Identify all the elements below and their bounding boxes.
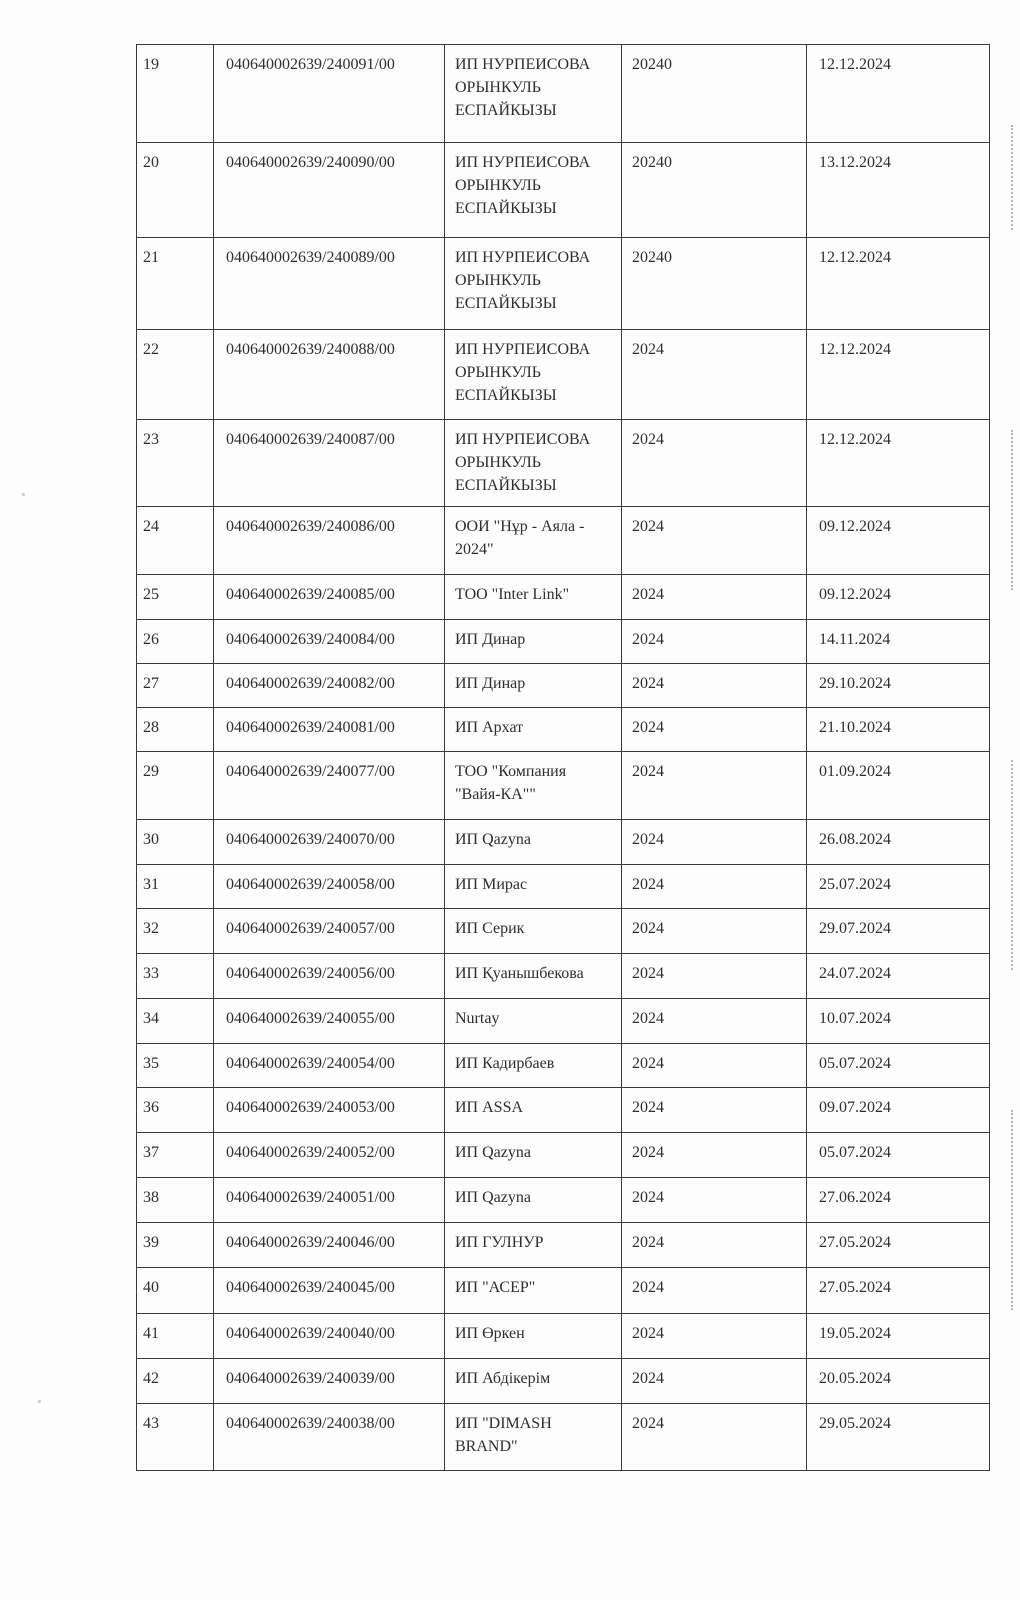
row-number-cell: 38	[137, 1178, 214, 1223]
row-number-cell: 41	[137, 1314, 214, 1359]
table-row	[137, 507, 990, 575]
date-cell: 20.05.2024	[807, 1359, 990, 1404]
year-cell: 2024	[622, 1088, 807, 1133]
organization-cell: ИП Кадирбаев	[445, 1044, 622, 1088]
table-row	[137, 820, 990, 865]
row-number-cell: 31	[137, 865, 214, 909]
organization-cell: ИП Qazyna	[445, 820, 622, 865]
table-row	[137, 865, 990, 909]
registration-code-cell: 040640002639/240070/00	[214, 820, 445, 865]
organization-cell: ИП НУРПЕИСОВА ОРЫНКУЛЬ ЕСПАЙКЫЗЫ	[445, 420, 622, 507]
date-cell: 12.12.2024	[807, 45, 990, 143]
table-row	[137, 708, 990, 752]
row-number-cell: 39	[137, 1223, 214, 1268]
date-cell: 29.05.2024	[807, 1404, 990, 1471]
registration-code-cell: 040640002639/240045/00	[214, 1268, 445, 1314]
year-cell: 2024	[622, 1359, 807, 1404]
organization-cell: ТОО "Компания "Вайя-КА""	[445, 752, 622, 820]
row-number-cell: 20	[137, 143, 214, 238]
table-row	[137, 1088, 990, 1133]
organization-cell: ИП ГУЛНУР	[445, 1223, 622, 1268]
year-cell: 2024	[622, 1268, 807, 1314]
row-number-cell: 26	[137, 620, 214, 664]
date-cell: 12.12.2024	[807, 238, 990, 330]
year-cell: 2024	[622, 954, 807, 999]
year-cell: 2024	[622, 1133, 807, 1178]
year-cell: 2024	[622, 420, 807, 507]
row-number-cell: 43	[137, 1404, 214, 1471]
year-cell: 20240	[622, 143, 807, 238]
scan-edge-mark	[1011, 430, 1016, 590]
registration-code-cell: 040640002639/240057/00	[214, 909, 445, 954]
registration-code-cell: 040640002639/240053/00	[214, 1088, 445, 1133]
registration-code-cell: 040640002639/240084/00	[214, 620, 445, 664]
registry-table	[136, 44, 990, 1471]
row-number-cell: 23	[137, 420, 214, 507]
row-number-cell: 19	[137, 45, 214, 143]
date-cell: 27.06.2024	[807, 1178, 990, 1223]
table-row	[137, 1044, 990, 1088]
date-cell: 09.12.2024	[807, 575, 990, 620]
registration-code-cell: 040640002639/240085/00	[214, 575, 445, 620]
registration-code-cell: 040640002639/240082/00	[214, 664, 445, 708]
year-cell: 2024	[622, 1223, 807, 1268]
registration-code-cell: 040640002639/240086/00	[214, 507, 445, 575]
table-row	[137, 909, 990, 954]
table-row	[137, 1178, 990, 1223]
registration-code-cell: 040640002639/240091/00	[214, 45, 445, 143]
registration-code-cell: 040640002639/240081/00	[214, 708, 445, 752]
registration-code-cell: 040640002639/240087/00	[214, 420, 445, 507]
organization-cell: ИП НУРПЕИСОВА ОРЫНКУЛЬ ЕСПАЙКЫЗЫ	[445, 143, 622, 238]
date-cell: 29.07.2024	[807, 909, 990, 954]
table-row	[137, 1404, 990, 1471]
registration-code-cell: 040640002639/240089/00	[214, 238, 445, 330]
organization-cell: Nurtay	[445, 999, 622, 1044]
year-cell: 2024	[622, 708, 807, 752]
table-row	[137, 1133, 990, 1178]
registration-code-cell: 040640002639/240038/00	[214, 1404, 445, 1471]
row-number-cell: 36	[137, 1088, 214, 1133]
registration-code-cell: 040640002639/240058/00	[214, 865, 445, 909]
organization-cell: ООИ "Нұр - Аяла - 2024"	[445, 507, 622, 575]
year-cell: 2024	[622, 620, 807, 664]
registration-code-cell: 040640002639/240055/00	[214, 999, 445, 1044]
year-cell: 2024	[622, 999, 807, 1044]
organization-cell: ИП Динар	[445, 620, 622, 664]
year-cell: 2024	[622, 1044, 807, 1088]
organization-cell: ИП Өркен	[445, 1314, 622, 1359]
year-cell: 2024	[622, 1404, 807, 1471]
row-number-cell: 22	[137, 330, 214, 420]
year-cell: 2024	[622, 507, 807, 575]
scan-edge-mark	[1011, 1110, 1016, 1310]
registration-code-cell: 040640002639/240077/00	[214, 752, 445, 820]
row-number-cell: 24	[137, 507, 214, 575]
date-cell: 13.12.2024	[807, 143, 990, 238]
date-cell: 27.05.2024	[807, 1223, 990, 1268]
table-row	[137, 45, 990, 143]
table-row	[137, 330, 990, 420]
organization-cell: ИП Абдікерім	[445, 1359, 622, 1404]
row-number-cell: 35	[137, 1044, 214, 1088]
date-cell: 14.11.2024	[807, 620, 990, 664]
year-cell: 2024	[622, 664, 807, 708]
organization-cell: ИП Серик	[445, 909, 622, 954]
year-cell: 2024	[622, 909, 807, 954]
row-number-cell: 32	[137, 909, 214, 954]
organization-cell: ИП "АСЕР"	[445, 1268, 622, 1314]
organization-cell: ИП НУРПЕИСОВА ОРЫНКУЛЬ ЕСПАЙКЫЗЫ	[445, 238, 622, 330]
date-cell: 05.07.2024	[807, 1044, 990, 1088]
date-cell: 10.07.2024	[807, 999, 990, 1044]
registration-code-cell: 040640002639/240040/00	[214, 1314, 445, 1359]
date-cell: 21.10.2024	[807, 708, 990, 752]
row-number-cell: 34	[137, 999, 214, 1044]
registration-code-cell: 040640002639/240088/00	[214, 330, 445, 420]
year-cell: 2024	[622, 1178, 807, 1223]
date-cell: 09.12.2024	[807, 507, 990, 575]
date-cell: 26.08.2024	[807, 820, 990, 865]
registration-code-cell: 040640002639/240052/00	[214, 1133, 445, 1178]
table-row	[137, 1314, 990, 1359]
row-number-cell: 42	[137, 1359, 214, 1404]
row-number-cell: 25	[137, 575, 214, 620]
date-cell: 05.07.2024	[807, 1133, 990, 1178]
table-row	[137, 752, 990, 820]
row-number-cell: 30	[137, 820, 214, 865]
registration-code-cell: 040640002639/240039/00	[214, 1359, 445, 1404]
registry-table-body	[137, 45, 990, 1471]
organization-cell: ИП Qazyna	[445, 1133, 622, 1178]
table-row	[137, 575, 990, 620]
organization-cell: ИП Қуанышбекова	[445, 954, 622, 999]
registration-code-cell: 040640002639/240054/00	[214, 1044, 445, 1088]
date-cell: 19.05.2024	[807, 1314, 990, 1359]
year-cell: 2024	[622, 1314, 807, 1359]
table-row	[137, 664, 990, 708]
table-row	[137, 620, 990, 664]
year-cell: 2024	[622, 752, 807, 820]
organization-cell: ИП Динар	[445, 664, 622, 708]
scan-speck	[38, 1400, 41, 1403]
registration-code-cell: 040640002639/240051/00	[214, 1178, 445, 1223]
row-number-cell: 37	[137, 1133, 214, 1178]
row-number-cell: 29	[137, 752, 214, 820]
registration-code-cell: 040640002639/240046/00	[214, 1223, 445, 1268]
table-row	[137, 420, 990, 507]
row-number-cell: 21	[137, 238, 214, 330]
organization-cell: ИП НУРПЕИСОВА ОРЫНКУЛЬ ЕСПАЙКЫЗЫ	[445, 45, 622, 143]
table-row	[137, 1223, 990, 1268]
table-row	[137, 999, 990, 1044]
organization-cell: ИП ASSA	[445, 1088, 622, 1133]
registration-code-cell: 040640002639/240090/00	[214, 143, 445, 238]
year-cell: 2024	[622, 575, 807, 620]
date-cell: 09.07.2024	[807, 1088, 990, 1133]
organization-cell: ИП Qazyna	[445, 1178, 622, 1223]
date-cell: 25.07.2024	[807, 865, 990, 909]
table-row	[137, 143, 990, 238]
date-cell: 01.09.2024	[807, 752, 990, 820]
table-row	[137, 1359, 990, 1404]
date-cell: 29.10.2024	[807, 664, 990, 708]
row-number-cell: 33	[137, 954, 214, 999]
year-cell: 20240	[622, 45, 807, 143]
row-number-cell: 40	[137, 1268, 214, 1314]
row-number-cell: 28	[137, 708, 214, 752]
year-cell: 20240	[622, 238, 807, 330]
scan-edge-mark	[1011, 125, 1016, 230]
year-cell: 2024	[622, 820, 807, 865]
year-cell: 2024	[622, 865, 807, 909]
table-row	[137, 1268, 990, 1314]
organization-cell: ИП Архат	[445, 708, 622, 752]
organization-cell: ТОО "Inter Link"	[445, 575, 622, 620]
date-cell: 24.07.2024	[807, 954, 990, 999]
scan-speck	[22, 493, 25, 496]
organization-cell: ИП Мирас	[445, 865, 622, 909]
registration-code-cell: 040640002639/240056/00	[214, 954, 445, 999]
date-cell: 27.05.2024	[807, 1268, 990, 1314]
row-number-cell: 27	[137, 664, 214, 708]
date-cell: 12.12.2024	[807, 330, 990, 420]
year-cell: 2024	[622, 330, 807, 420]
organization-cell: ИП НУРПЕИСОВА ОРЫНКУЛЬ ЕСПАЙКЫЗЫ	[445, 330, 622, 420]
organization-cell: ИП "DIMASH BRAND"	[445, 1404, 622, 1471]
scan-edge-mark	[1011, 760, 1016, 970]
table-row	[137, 238, 990, 330]
date-cell: 12.12.2024	[807, 420, 990, 507]
table-row	[137, 954, 990, 999]
